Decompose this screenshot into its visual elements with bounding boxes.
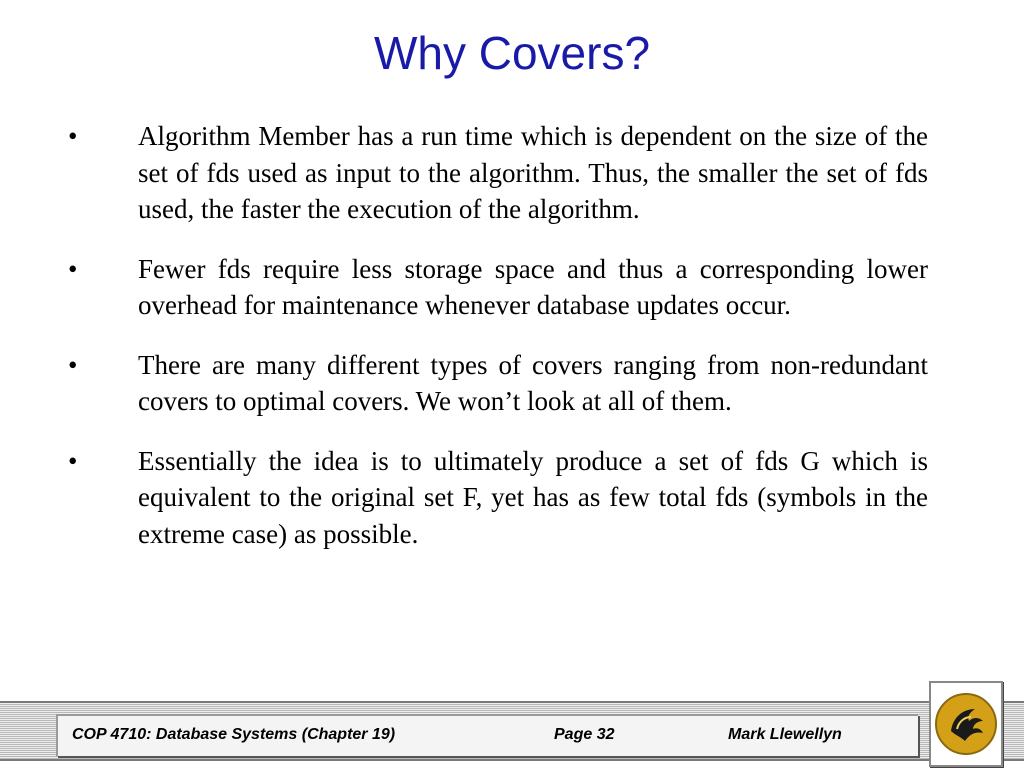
bullet-text: Fewer fds require less storage space and thus a corresponding lower overhead for maintenance whenever database updates occur.: [138, 253, 928, 320]
bullet-text: There are many different types of covers ranging from non-redundant covers to optimal covers. We won’t look at all of them.: [138, 349, 928, 416]
bullet-item: [66, 118, 928, 228]
bullet-text: Algorithm Member has a run time which is dependent on the size of the set of fds used as input to the algorithm. Thus, the smaller the set of fds used, the faster the execution of the algorithm.: [138, 121, 928, 224]
footer-author: Mark Llewellyn: [728, 726, 842, 743]
bullet-item: [66, 251, 928, 324]
bullet-marker: •: [68, 349, 78, 380]
footer-panel: [56, 714, 918, 756]
bullet-marker: •: [68, 121, 78, 151]
logo-box: [929, 681, 1003, 767]
footer-page-number: Page 32: [554, 726, 615, 743]
bullet-list: [66, 118, 928, 575]
pegasus-logo-icon: [933, 691, 999, 757]
bullet-marker: •: [68, 445, 78, 476]
bullet-marker: •: [68, 253, 78, 284]
bullet-item: [66, 347, 928, 420]
bullet-text: Essentially the idea is to ultimately produce a set of fds G which is equivalent to the original set F, yet has as few total fds (symbols in the extreme case) as possible.: [138, 445, 928, 549]
footer-course: COP 4710: Database Systems (Chapter 19): [72, 726, 396, 743]
slide-title: Why Covers?: [373, 27, 651, 79]
bullet-item: [66, 443, 928, 553]
